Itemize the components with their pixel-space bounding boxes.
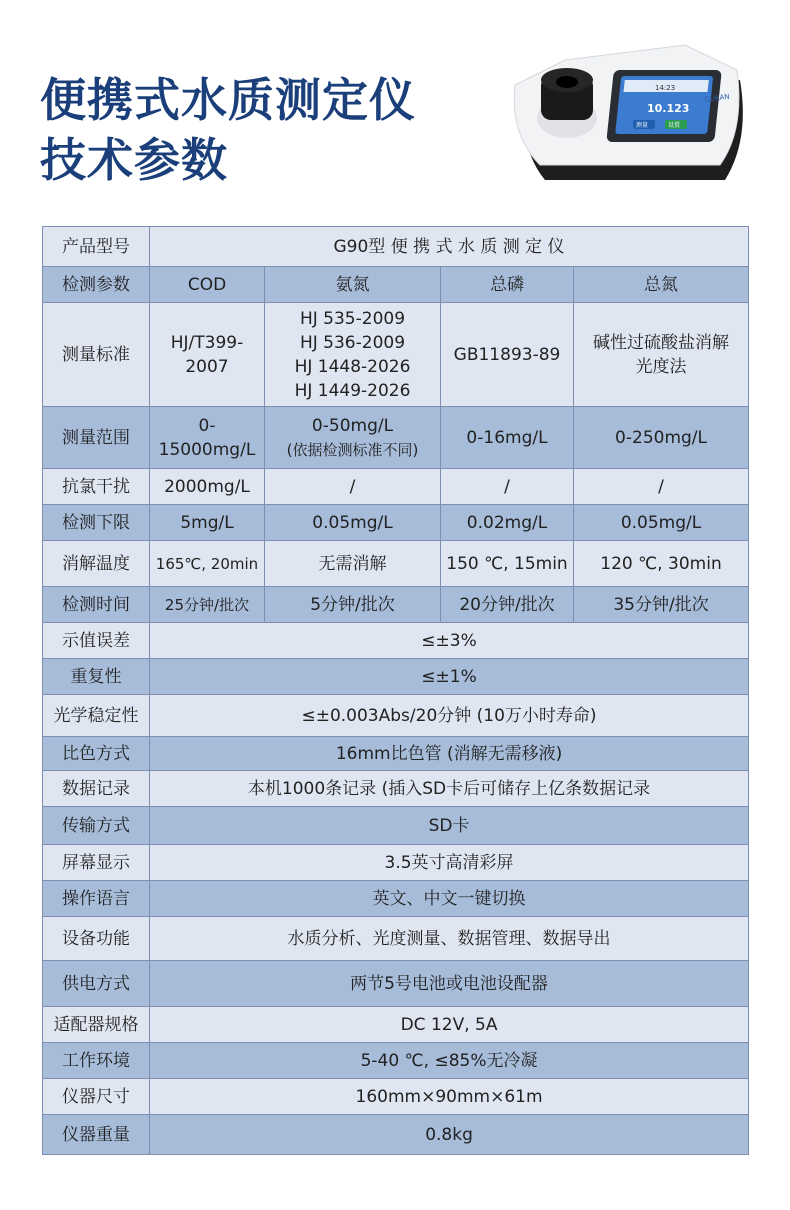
row-value: 0.8kg <box>150 1115 749 1155</box>
row-label: 测量标准 <box>43 303 150 407</box>
cell-nh: / <box>265 469 441 505</box>
row-weight <box>43 1115 749 1155</box>
cell-tp: 150 ℃, 15min <box>441 541 574 587</box>
row-transfer <box>43 807 749 845</box>
row-value: 16mm比色管 (消解无需移液) <box>150 737 749 771</box>
row-range <box>43 407 749 469</box>
row-value: 5-40 ℃, ≤85%无冷凝 <box>150 1043 749 1079</box>
row-standard <box>43 303 749 407</box>
cell-tn: 35分钟/批次 <box>574 587 749 623</box>
text-line: HJ 536-2009 <box>299 332 406 353</box>
cell-cod: 165℃, 20min <box>150 541 265 587</box>
row-value: G90型 便 携 式 水 质 测 定 仪 <box>150 227 749 267</box>
row-params <box>43 267 749 303</box>
cell-tn: 120 ℃, 30min <box>574 541 749 587</box>
row-colorimetric <box>43 737 749 771</box>
row-functions <box>43 917 749 961</box>
cell-tn: / <box>574 469 749 505</box>
row-label: 仪器重量 <box>43 1115 150 1155</box>
row-label: 数据记录 <box>43 771 150 807</box>
cell-tn: 总氮 <box>574 267 749 303</box>
row-value: ≤±0.003Abs/20分钟 (10万小时寿命) <box>150 695 749 737</box>
cell-tp: 20分钟/批次 <box>441 587 574 623</box>
text-line: 光度法 <box>635 356 687 377</box>
row-value: ≤±1% <box>150 659 749 695</box>
text-line: HJ 535-2009 <box>299 308 406 329</box>
row-language <box>43 881 749 917</box>
row-records <box>43 771 749 807</box>
row-digest <box>43 541 749 587</box>
row-label: 仪器尺寸 <box>43 1079 150 1115</box>
row-label: 工作环境 <box>43 1043 150 1079</box>
text-line: 2007 <box>185 356 229 377</box>
row-optical <box>43 695 749 737</box>
cell-tn: 0.05mg/L <box>574 505 749 541</box>
row-label: 测量范围 <box>43 407 150 469</box>
cell-tp: / <box>441 469 574 505</box>
cell-nh: 0.05mg/L <box>265 505 441 541</box>
row-label: 消解温度 <box>43 541 150 587</box>
row-value: 水质分析、光度测量、数据管理、数据导出 <box>150 917 749 961</box>
row-label: 检测下限 <box>43 505 150 541</box>
row-label: 设备功能 <box>43 917 150 961</box>
spec-table <box>42 226 749 1155</box>
cell-tn <box>574 303 749 407</box>
row-value: 英文、中文一键切换 <box>150 881 749 917</box>
row-screen <box>43 845 749 881</box>
text-line: HJ 1449-2026 <box>294 380 411 401</box>
row-value: 本机1000条记录 (插入SD卡后可储存上亿条数据记录 <box>150 771 749 807</box>
cell-tn: 0-250mg/L <box>574 407 749 469</box>
row-label: 重复性 <box>43 659 150 695</box>
text-line: HJ 1448-2026 <box>294 356 411 377</box>
row-model <box>43 227 749 267</box>
cell-cod <box>150 407 265 469</box>
cell-nh <box>265 407 441 469</box>
row-label: 抗氯干扰 <box>43 469 150 505</box>
text-line: 15000mg/L <box>158 439 256 460</box>
row-limit <box>43 505 749 541</box>
cell-cod: 25分钟/批次 <box>150 587 265 623</box>
row-label: 产品型号 <box>43 227 150 267</box>
cell-nh <box>265 303 441 407</box>
page-title <box>40 70 416 190</box>
screen-btn-right: 设置 <box>668 122 681 129</box>
cell-cod <box>150 303 265 407</box>
row-label: 检测参数 <box>43 267 150 303</box>
row-label: 传输方式 <box>43 807 150 845</box>
title-line-2: 技术参数 <box>40 133 228 187</box>
cell-cod: COD <box>150 267 265 303</box>
row-environment <box>43 1043 749 1079</box>
row-value: 160mm×90mm×61m <box>150 1079 749 1115</box>
screen-btn-left: 测量 <box>636 122 649 129</box>
cell-nh: 5分钟/批次 <box>265 587 441 623</box>
text-line: (依据检测标准不同) <box>286 440 419 459</box>
row-label: 适配器规格 <box>43 1007 150 1043</box>
row-label: 供电方式 <box>43 961 150 1007</box>
row-chlorine <box>43 469 749 505</box>
cell-cod: 5mg/L <box>150 505 265 541</box>
row-size <box>43 1079 749 1115</box>
row-adapter <box>43 1007 749 1043</box>
text-line: 碱性过硫酸盐消解 <box>593 332 730 353</box>
row-error <box>43 623 749 659</box>
screen-value: 10.123 <box>647 102 690 115</box>
row-value: ≤±3% <box>150 623 749 659</box>
title-line-1: 便携式水质测定仪 <box>40 73 416 127</box>
text-line: 0-50mg/L <box>311 415 394 436</box>
row-value: 两节5号电池或电池设配器 <box>150 961 749 1007</box>
cell-tp: GB11893-89 <box>441 303 574 407</box>
cell-nh: 无需消解 <box>265 541 441 587</box>
row-value: SD卡 <box>150 807 749 845</box>
device-illustration <box>505 40 755 200</box>
row-label: 光学稳定性 <box>43 695 150 737</box>
row-label: 检测时间 <box>43 587 150 623</box>
screen-time: 14:23 <box>655 84 676 92</box>
brand-logo: GUKAN <box>704 92 731 104</box>
row-value: DC 12V, 5A <box>150 1007 749 1043</box>
cell-tp: 0-16mg/L <box>441 407 574 469</box>
row-time <box>43 587 749 623</box>
cell-tp: 0.02mg/L <box>441 505 574 541</box>
row-label: 比色方式 <box>43 737 150 771</box>
row-label: 操作语言 <box>43 881 150 917</box>
row-label: 示值误差 <box>43 623 150 659</box>
row-power <box>43 961 749 1007</box>
cell-cod: 2000mg/L <box>150 469 265 505</box>
cell-nh: 氨氮 <box>265 267 441 303</box>
row-value: 3.5英寸高清彩屏 <box>150 845 749 881</box>
text-line: HJ/T399- <box>170 332 244 353</box>
row-label: 屏幕显示 <box>43 845 150 881</box>
row-repeat <box>43 659 749 695</box>
cell-tp: 总磷 <box>441 267 574 303</box>
text-line: 0- <box>198 415 216 436</box>
